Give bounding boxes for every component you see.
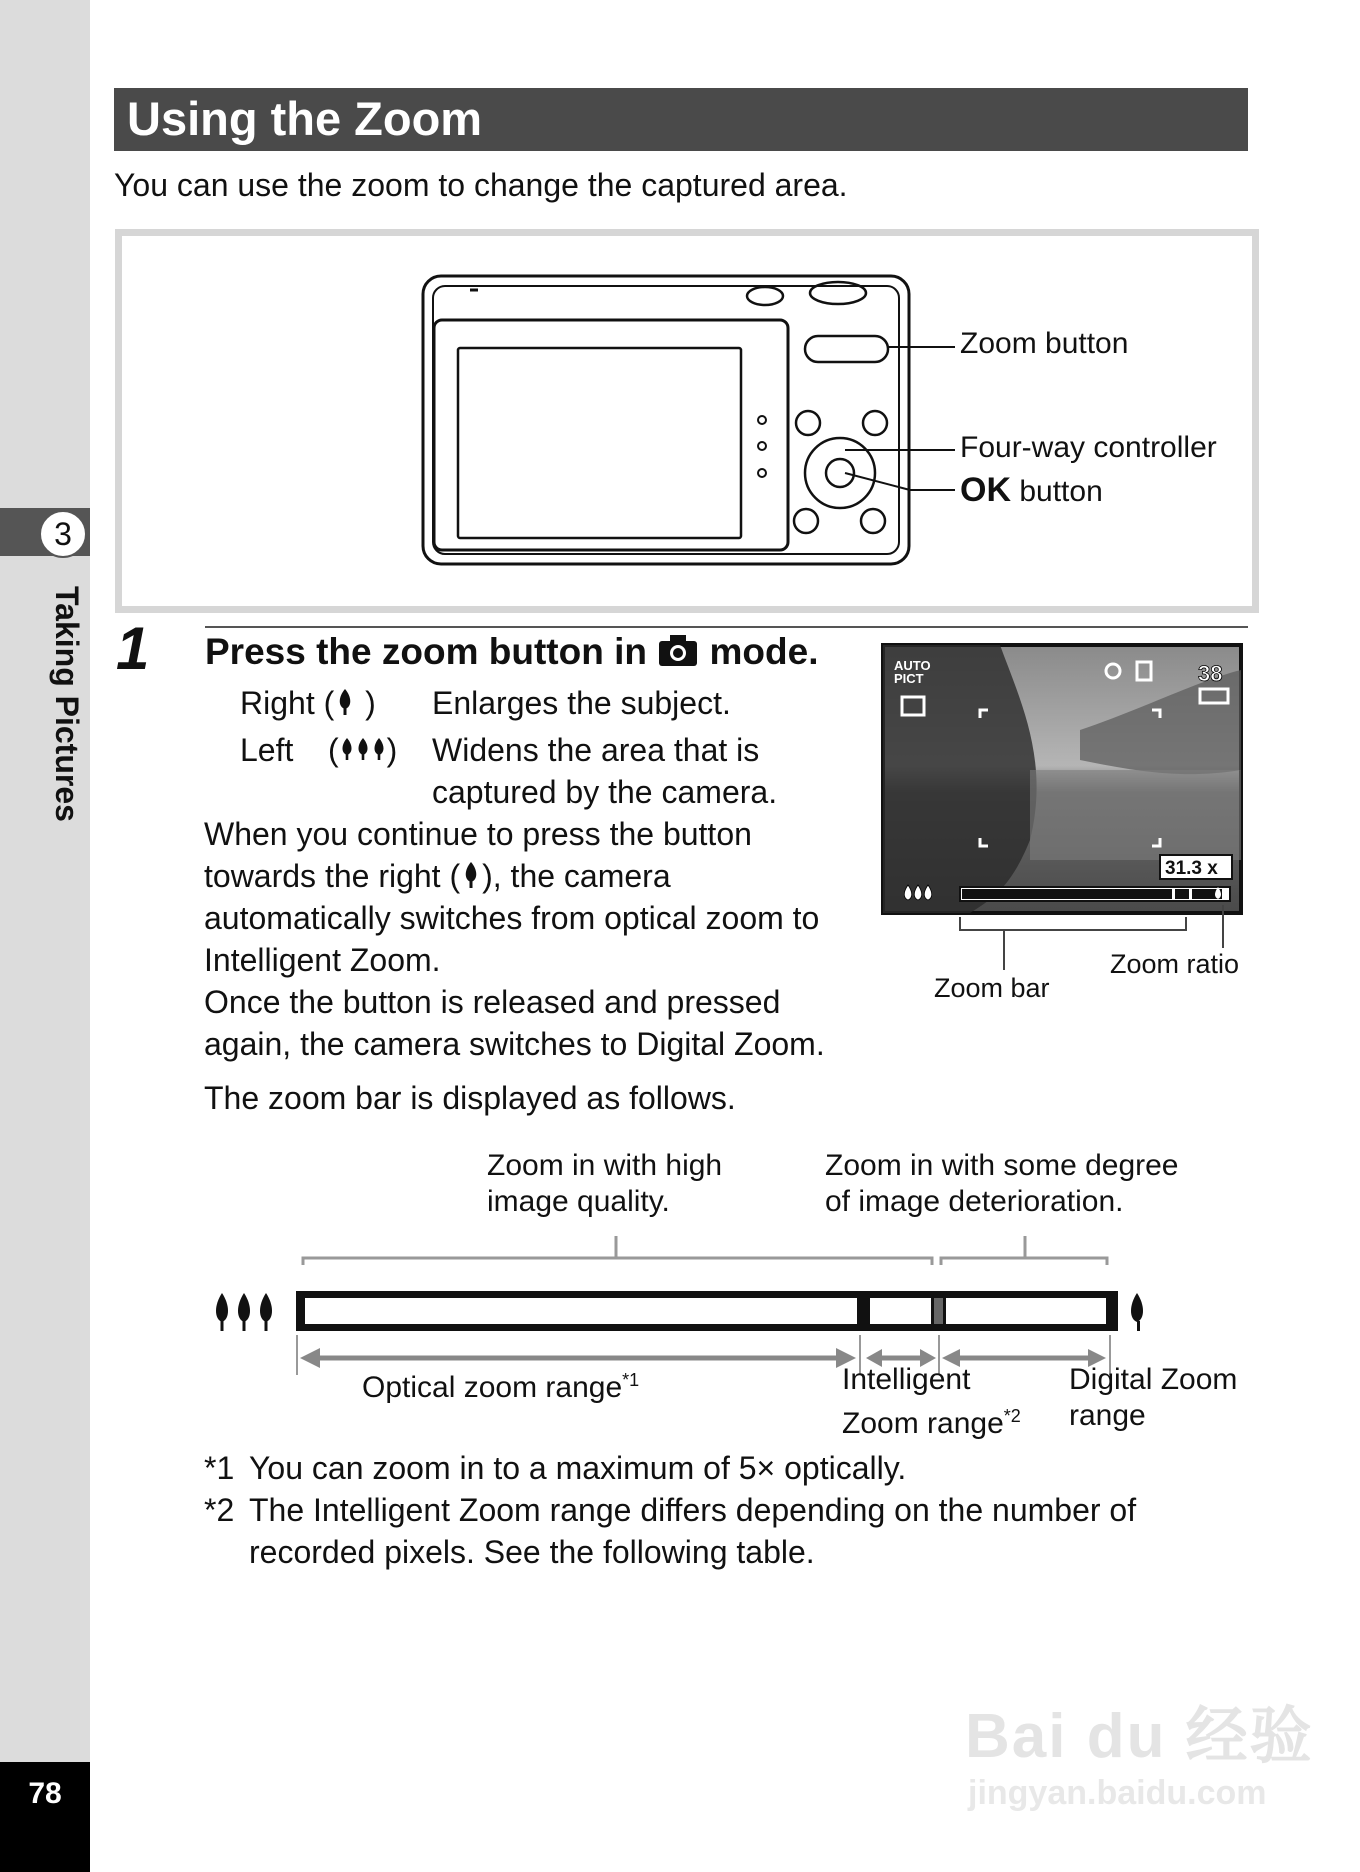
label-zoom-button: Zoom button <box>960 327 1129 360</box>
right-label: Right ( <box>240 685 335 721</box>
right-desc: Enlarges the subject. <box>432 685 731 721</box>
camera-illustration <box>0 0 1360 620</box>
label-four-way: Four-way controller <box>960 431 1217 464</box>
ok-button-word: button <box>1019 475 1103 508</box>
para-1: When you continue to press the button <box>204 816 752 852</box>
zoom-bar-label: Zoom bar <box>934 973 1050 1003</box>
digital-label-1: Digital Zoom <box>1069 1363 1238 1396</box>
page-title: Using the Zoom <box>127 92 483 145</box>
para-6: again, the camera switches to Digital Zoom. <box>204 1026 825 1062</box>
left-icon-wrap: ( ) <box>328 732 398 768</box>
watermark-url: jingyan.baidu.com <box>968 1774 1267 1812</box>
para-2 <box>204 855 671 897</box>
zoom-ratio-value: 31.3 x <box>1165 858 1218 879</box>
para-7: The zoom bar is displayed as follows. <box>204 1080 736 1116</box>
intelligent-segment <box>870 1298 931 1324</box>
footnote-1-mark: *1 <box>204 1450 235 1486</box>
right-row: Right ( ) <box>240 685 376 721</box>
lcd-frame <box>434 320 788 550</box>
intelligent-label-2: Zoom range$^{*2}$ <box>842 1406 1021 1440</box>
mode-line-2: PICT <box>894 671 924 686</box>
step-number: 1 <box>116 615 150 682</box>
step-heading <box>205 628 819 676</box>
left-label: Left <box>240 732 294 768</box>
deterioration-2: of image deterioration. <box>825 1185 1124 1218</box>
chapter-title: Taking Pictures <box>49 586 85 822</box>
label-ok-button <box>960 472 1103 510</box>
ok-button-icon <box>826 459 854 487</box>
optical-range-label: Optical zoom range$^{*1}$ <box>362 1370 640 1404</box>
tele-icon <box>460 860 482 890</box>
page-number: 78 <box>0 1762 90 1872</box>
left-desc-1: Widens the area that is <box>432 732 760 768</box>
camera-mode-icon <box>657 633 699 667</box>
tele-icon <box>334 687 356 717</box>
step-heading-text: Press the zoom button in <box>205 631 647 672</box>
mode-line-1: AUTO <box>894 658 931 673</box>
digital-label-2: range <box>1069 1399 1146 1432</box>
footnote-1-text: You can zoom in to a maximum of 5× optically. <box>249 1450 907 1486</box>
deterioration-1: Zoom in with some degree <box>825 1149 1179 1182</box>
para-3: automatically switches from optical zoom to <box>204 900 820 936</box>
high-quality-2: image quality. <box>487 1185 670 1218</box>
optical-segment <box>305 1298 857 1324</box>
footnote-2-text-2: recorded pixels. See the following table. <box>249 1534 815 1570</box>
ok-mark: OK <box>960 471 1011 509</box>
shots-remaining: 38 <box>1198 661 1223 686</box>
wide-icon <box>216 1293 272 1331</box>
shutter-icon <box>747 287 783 305</box>
lcd-screen <box>458 348 741 538</box>
four-way-controller-icon <box>805 438 875 508</box>
footnote-2-mark: *2 <box>204 1492 235 1528</box>
para-4: Intelligent Zoom. <box>204 942 441 978</box>
wide-icon <box>339 734 387 764</box>
intro-text: You can use the zoom to change the captured area. <box>114 167 848 203</box>
para-2b: ), the camera <box>482 858 671 894</box>
para-2a: towards the right ( <box>204 858 461 894</box>
left-desc-2: captured by the camera. <box>432 774 778 810</box>
tele-icon <box>1131 1293 1143 1322</box>
zoom-button-icon <box>805 336 888 362</box>
step-heading-end: mode. <box>709 631 819 672</box>
zoom-bar-diagram <box>200 1225 1180 1375</box>
footnote-2-text-1: The Intelligent Zoom range differs depending on the number of <box>249 1492 1137 1528</box>
high-quality-1: Zoom in with high <box>487 1149 723 1182</box>
wide-icon <box>904 885 932 900</box>
para-5: Once the button is released and pressed <box>204 984 781 1020</box>
intelligent-label-1: Intelligent <box>842 1363 971 1396</box>
watermark-brand: Bai du 经验 <box>965 1702 1314 1771</box>
zoom-ratio-label: Zoom ratio <box>1110 949 1240 979</box>
digital-segment <box>946 1298 1106 1324</box>
chapter-number: 3 <box>39 510 87 558</box>
